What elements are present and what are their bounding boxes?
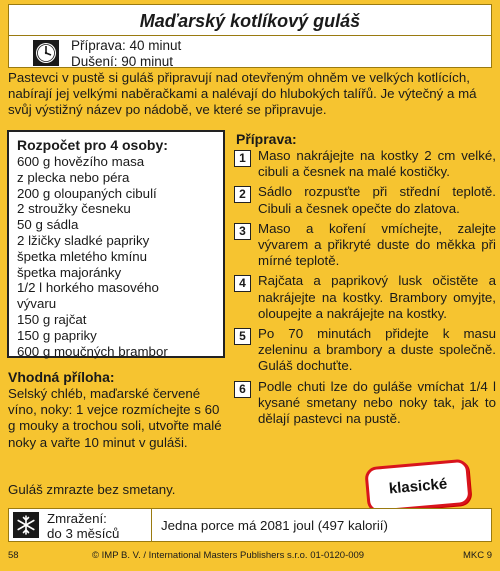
ingredient-item: 200 g oloupaných cibulí [17, 185, 157, 201]
ingredients-box [7, 130, 225, 358]
ingredient-item: 600 g hovězího masa [17, 154, 145, 169]
step-text: Maso nakrájejte na kostky 2 cm velké, cibuli a česnek na malé kostičky. [258, 148, 496, 180]
ingredient-item: špetka mletého kmínu [17, 248, 148, 264]
step-number: 2 [234, 186, 251, 203]
intro-text: Pastevci v pustě si guláš připravují nad otevřeným ohněm ve velkých kotlících, nabírají jej velkými naběračkami a nalévají do hlubokých talířů. Je výtečný a má svůj výstižný název po nádobě, ve které se připravuje. [8, 70, 477, 118]
page-number: 58 [8, 550, 19, 561]
step-text: Podle chuti lze do guláše vmíchat 1/4 l kysané smetany nebo noky tak, jak to dělají pastevci na pustě. [258, 378, 496, 427]
clock-icon [33, 40, 59, 66]
side-dish-text: Selský chléb, maďarské červené víno, noky: 1 vejce rozmíchejte s 60 g mouky a trochou soli, utvořte malé noky a vařte 10 minut v guláši. [8, 386, 222, 450]
ingredients-title: Rozpočet pro 4 osoby: [17, 137, 168, 153]
step-item [234, 148, 496, 180]
step-item [234, 379, 496, 428]
ingredient-item: vývaru [17, 296, 57, 312]
preparation-steps [234, 148, 496, 427]
freeze-duration: do 3 měsíců [47, 526, 120, 541]
recipe-header [8, 4, 492, 68]
energy-info: Jedna porce má 2081 joul (497 kalorií) [161, 518, 388, 533]
step-text: Po 70 minutách přidejte k masu zeleninu a brambory a duste společně. Guláš dochuťte. [258, 326, 496, 374]
freeze-label: Zmražení: [47, 511, 107, 526]
step-item [234, 326, 496, 375]
preparation-title: Příprava: [236, 131, 297, 147]
step-text: Maso a koření vmíchejte, zalejte vývarem a přikryté duste do měkka při mírné teplotě. [258, 220, 496, 269]
ingredient-item: 150 g papriky [17, 327, 97, 343]
recipe-title: Maďarský kotlíkový guláš [139, 11, 361, 31]
step-item [234, 221, 496, 270]
ingredients-list [17, 154, 215, 359]
badge-label: klasické [388, 474, 448, 498]
ingredient-item: z plecka nebo péra [17, 169, 130, 185]
step-number: 5 [234, 328, 251, 345]
ingredient-item: špetka majoránky [17, 264, 122, 280]
ingredient-item: 150 g rajčat [17, 311, 87, 327]
step-item [234, 273, 496, 322]
ingredient-item: 50 g sádla [17, 217, 79, 233]
step-number: 6 [234, 381, 251, 398]
step-item [234, 184, 496, 216]
step-text: Rajčata a paprikový lusk očistěte a nakrájejte na kostky. Brambory omyjte, oloupejte a nakrájejte na kostky. [258, 273, 496, 321]
prep-time: Příprava: 40 minut [71, 38, 182, 53]
copyright: © IMP B. V. / International Masters Publishers s.r.o. 01-0120-009 [92, 550, 365, 561]
card-code: MKC 9 [462, 550, 492, 561]
info-bar [8, 508, 492, 542]
step-number: 1 [234, 150, 251, 167]
classic-badge [364, 459, 472, 514]
ingredient-item: 1/2 l horkého masového [17, 280, 159, 296]
info-divider [151, 509, 152, 541]
ingredient-item: 2 lžičky sladké papriky [17, 232, 150, 248]
ingredient-item: 600 g moučných brambor [17, 343, 168, 359]
step-number: 4 [234, 275, 251, 292]
step-text: Sádlo rozpusťte při střední teplotě. Cibuli a česnek opečte do zlatova. [258, 184, 496, 216]
stew-time: Dušení: 90 minut [71, 54, 174, 69]
header-divider [9, 35, 491, 36]
snowflake-icon [13, 512, 39, 538]
ingredient-item: 2 stroužky česneku [17, 201, 131, 217]
side-dish-title: Vhodná příloha: [8, 369, 115, 385]
step-number: 3 [234, 223, 251, 240]
freeze-note: Guláš zmrazte bez smetany. [8, 482, 176, 497]
